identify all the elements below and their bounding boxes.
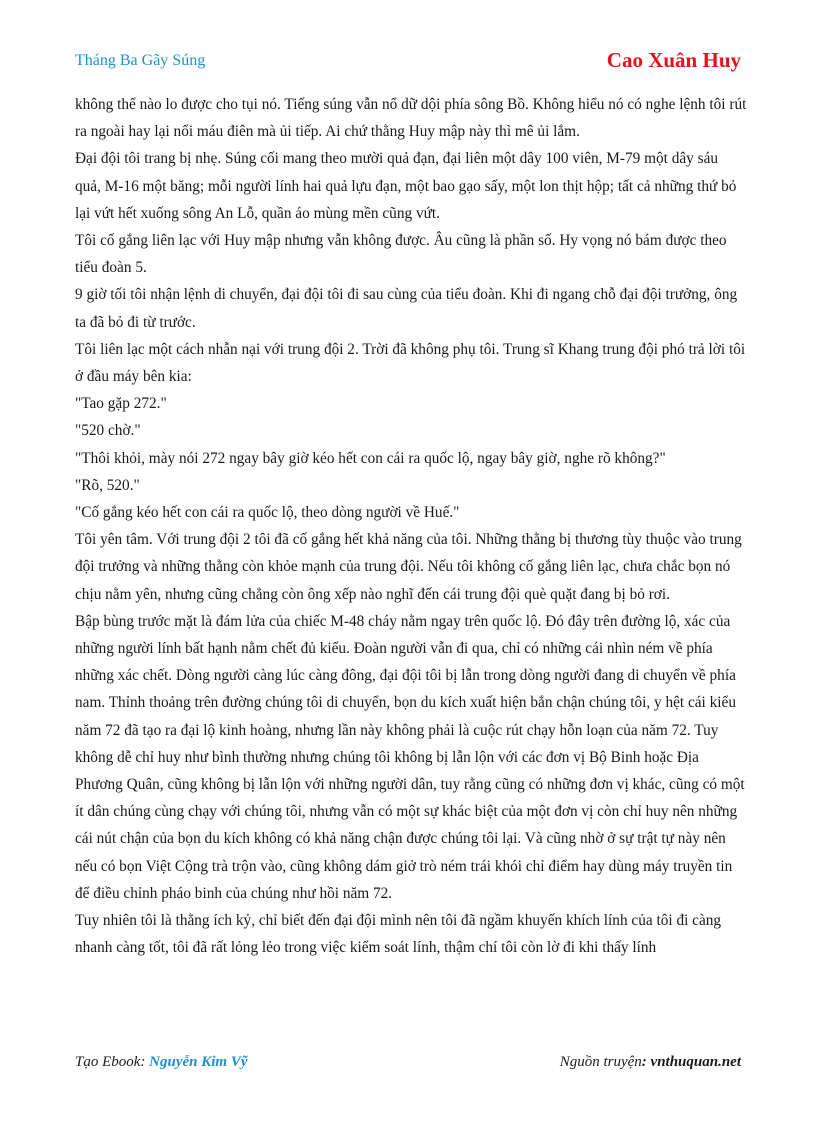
paragraph: "Tao gặp 272." — [75, 395, 167, 413]
paragraph: Tuy nhiên tôi là thằng ích kỷ, chỉ biết đến đại đội mình nên tôi đã ngầm khuyến khích lính của tôi đi càng nhanh càng tốt, tôi đã rất lỏng lẻo trong việc kiểm soát lính, thậm chí tôi còn lờ đi khi thấy lính — [75, 912, 722, 957]
book-title: Tháng Ba Gãy Súng — [75, 52, 206, 69]
paragraph: "Thôi khỏi, mày nói 272 ngay bây giờ kéo hết con cái ra quốc lộ, ngay bây giờ, nghe rõ không?" — [75, 449, 666, 467]
paragraph: "520 chờ." — [75, 422, 141, 440]
source-label: Nguồn truyện — [559, 1054, 642, 1070]
source-credit: Nguồn truyện: vnthuquan.net — [559, 1054, 741, 1070]
paragraph: Tôi liên lạc một cách nhẫn nại với trung đội 2. Trời đã không phụ tôi. Trung sĩ Khang trung đội phó trả lời tôi ở đầu máy bên kia: — [75, 340, 746, 386]
author-name: Cao Xuân Huy — [606, 48, 741, 72]
paragraph: "Cố gắng kéo hết con cái ra quốc lộ, theo dòng người về Huế." — [75, 504, 460, 522]
ebook-credit: Tạo Ebook: Nguyễn Kim Vỹ — [75, 1054, 248, 1070]
paragraph: Tôi yên tâm. Với trung đội 2 tôi đã cố gắng hết khả năng của tôi. Những thằng bị thương tùy thuộc vào trung đội trưởng và những thằng còn khỏe mạnh của trung đội. Nếu tôi không cố gắng liên lạc, chưa chắc bọn nó chịu nằm yên, nhưng cũng chẳng còn ông xếp nào nghĩ đến cái trung đội què quặt đang bị bỏ rơi. — [75, 531, 742, 603]
paragraph: Tôi cố gắng liên lạc với Huy mập nhưng vẫn không được. Âu cũng là phần số. Hy vọng nó bám được theo tiểu đoàn 5. — [75, 232, 727, 277]
ebook-label: Tạo Ebook — [75, 1054, 141, 1070]
page-footer — [75, 1054, 741, 1071]
body-text — [75, 91, 747, 962]
ebook-creator: Nguyễn Kim Vỹ — [149, 1054, 248, 1070]
paragraph: 9 giờ tối tôi nhận lệnh di chuyển, đại đội tôi đi sau cùng của tiểu đoàn. Khi đi ngang chỗ đại đội trưởng, ông ta đã bỏ đi từ trước. — [75, 286, 738, 331]
paragraph: Đại đội tôi trang bị nhẹ. Súng cối mang theo mười quả đạn, đại liên một dây 100 viên, M-79 một dây sáu quả, M-16 một băng; mỗi người lính hai quả lựu đạn, một bao gạo sấy, một lon thịt hộp; tất cả những thứ bỏ lại vứt hết xuống sông An Lỗ, quần áo mùng mền cũng vứt. — [75, 150, 737, 222]
paragraph: "Rõ, 520." — [75, 476, 140, 494]
paragraph: Bập bùng trước mặt là đám lửa của chiếc M-48 cháy nằm ngay trên quốc lộ. Đó đây trên đường lộ, xác của những người lính bất hạnh nằm chết đủ kiểu. Đoàn người vẫn đi qua, chỉ có những cái nhìn ném về phía những xác chết. Dòng người càng lúc càng đông, đại đội tôi bị lẫn trong dòng người đang di chuyển về phía nam. Thỉnh thoảng trên đường chúng tôi di chuyển, bọn du kích xuất hiện bắn chận chúng tôi, y hệt cái kiểu năm 72 đã tạo ra đại lộ kinh hoàng, nhưng lần này không phải là cuộc rút chạy hỗn loạn của năm 72. Tuy không dễ chỉ huy như bình thường nhưng chúng tôi không bị lẫn lộn với các đơn vị Bộ Binh hoặc Địa Phương Quân, cũng không bị lẫn lộn với những người dân, tuy rằng cũng có những đơn vị khác, cũng có một ít dân chúng cùng chạy với chúng tôi, nhưng vẫn có một sự khác biệt của một đơn vị còn chỉ huy nên những cái nút chận của bọn du kích không có khả năng chận được chúng tôi lại. Và cũng nhờ ở sự trật tự này nên nếu có bọn Việt Cộng trà trộn vào, cũng không dám giở trò ném trái khói chỉ điểm hay dùng máy truyền tin để điều chỉnh pháo binh của chúng như hồi năm 72. — [75, 612, 745, 902]
paragraph: không thể nào lo được cho tụi nó. Tiếng súng vẫn nổ dữ dội phía sông Bồ. Không hiểu nó có nghe lệnh tôi rút ra ngoài hay lại nổi máu điên mà ủi tiếp. Ai chứ thằng Huy mập này thì mê ủi lắm. — [75, 96, 747, 141]
source-site: vnthuquan.net — [650, 1054, 741, 1070]
